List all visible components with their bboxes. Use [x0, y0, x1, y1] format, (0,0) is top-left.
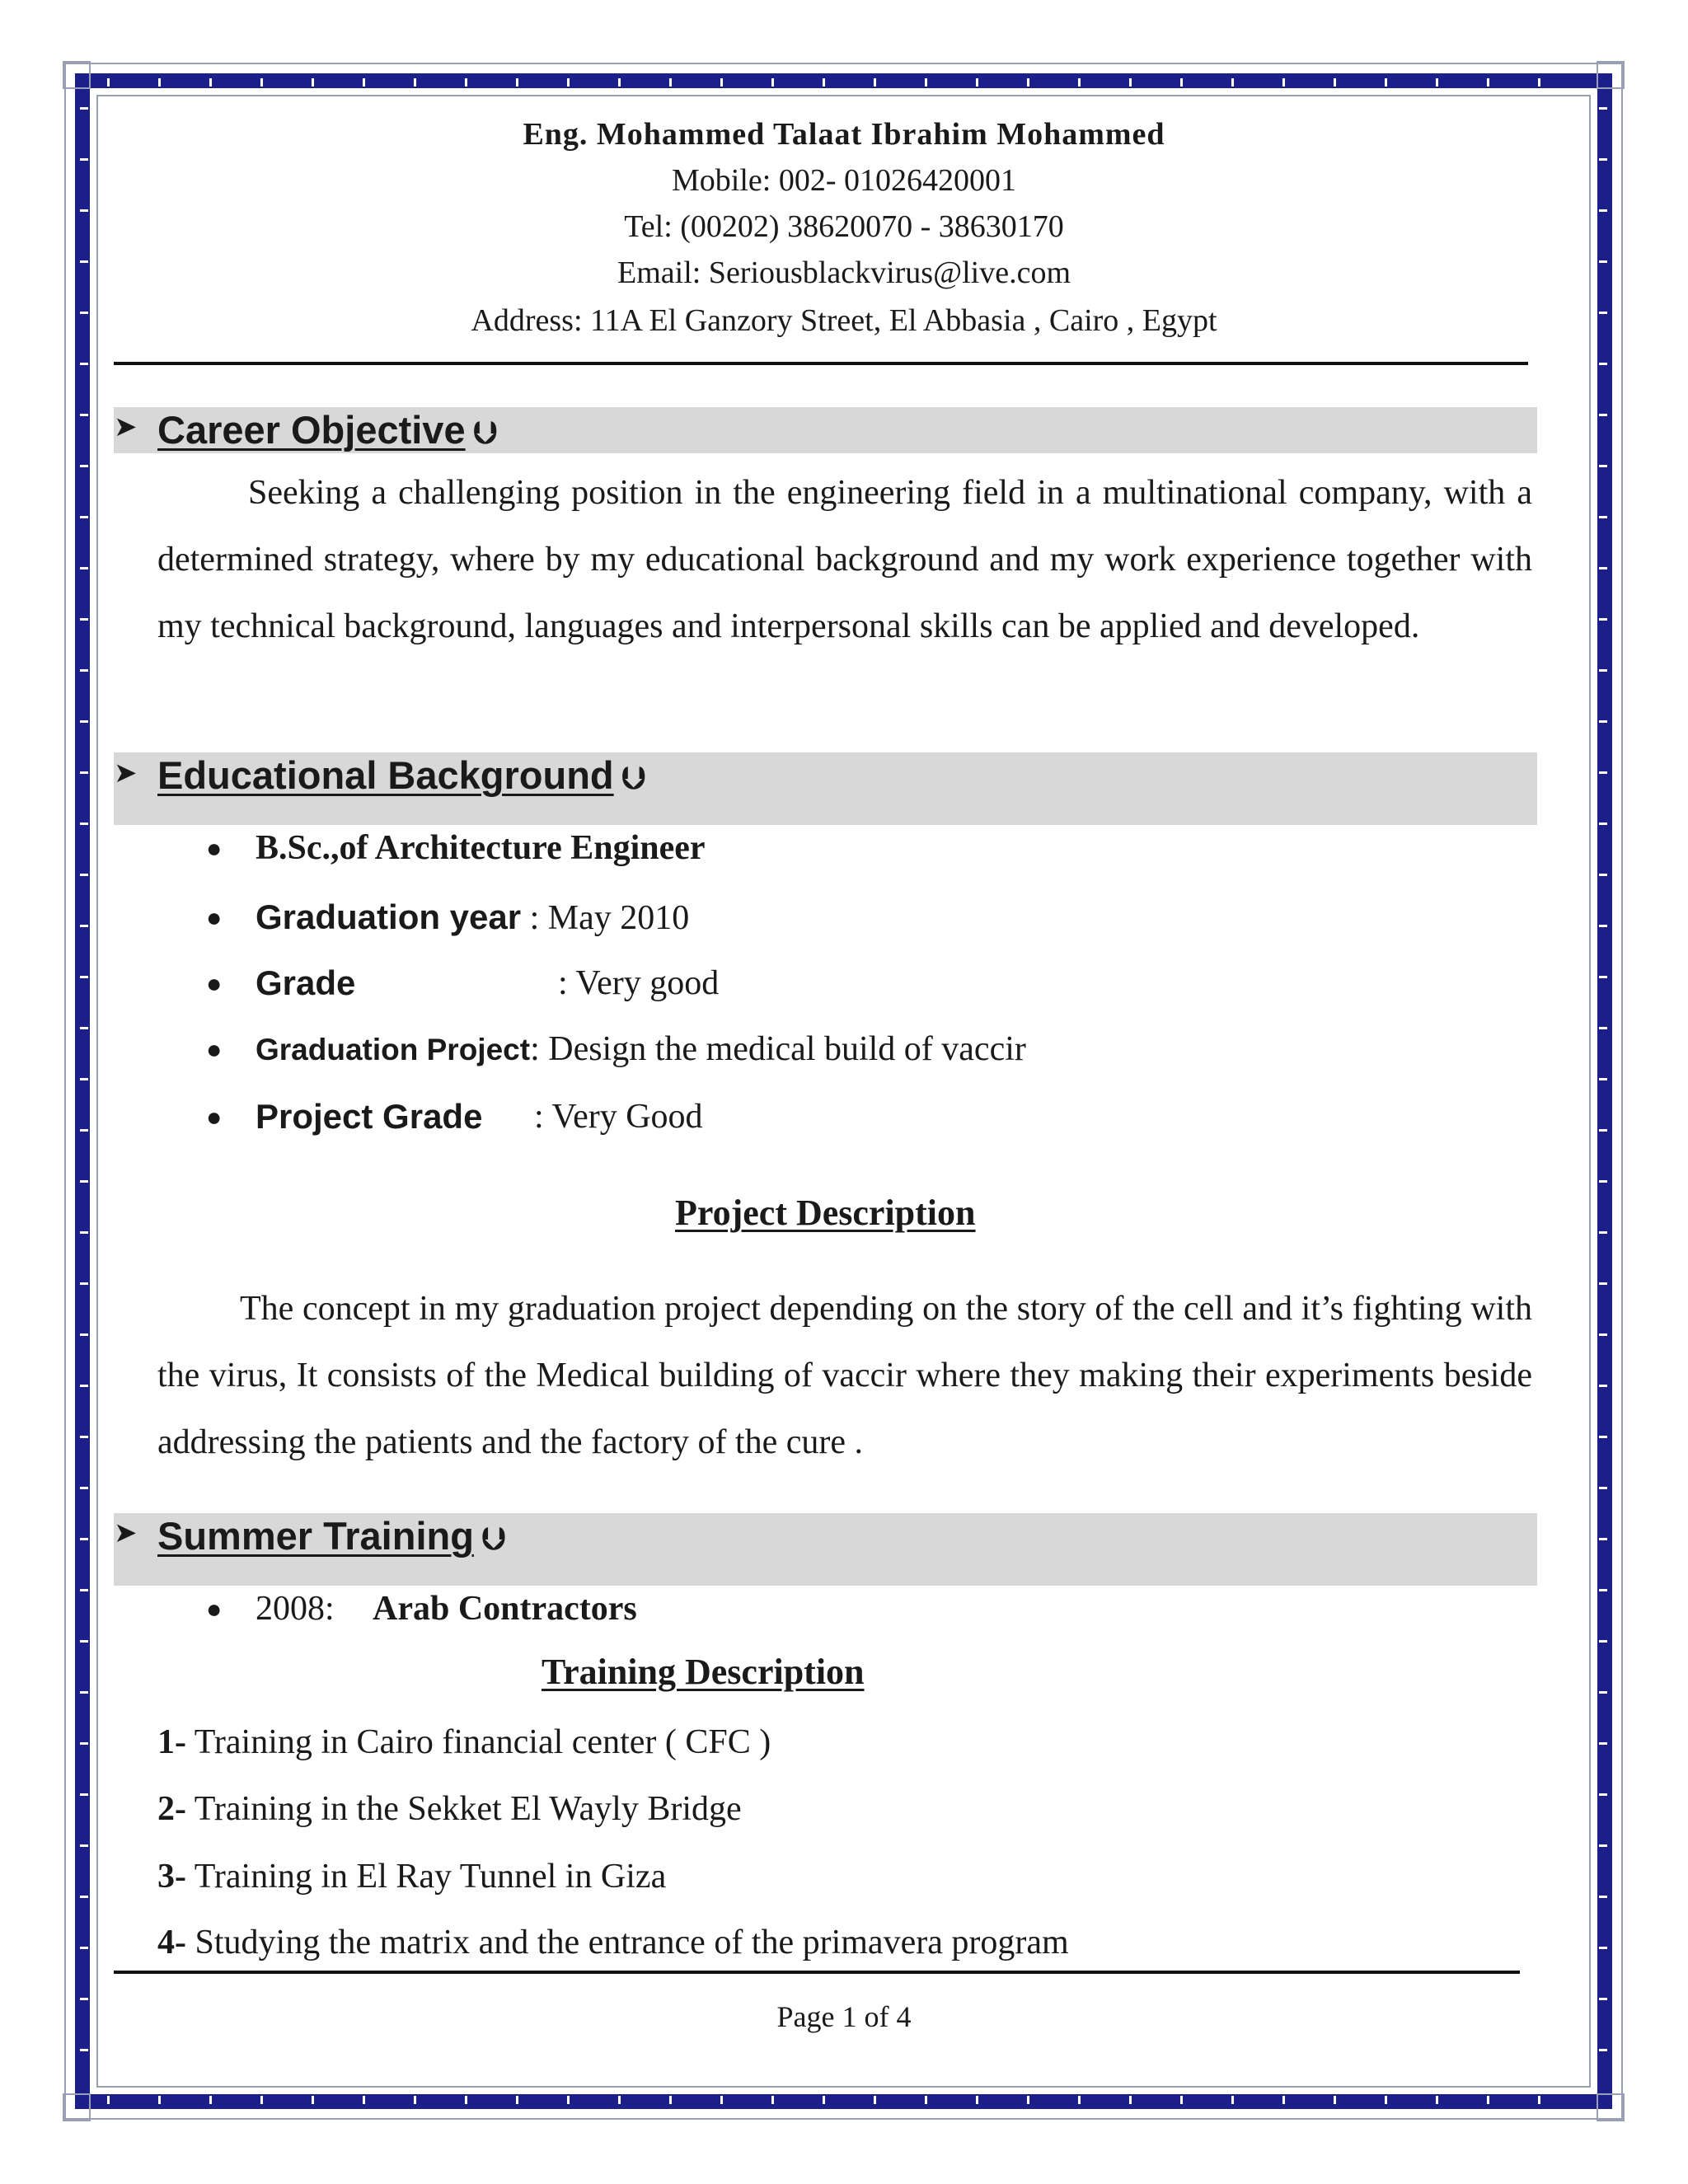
graduation-project: Graduation Project: Design the medical build of vaccir — [256, 1030, 1026, 1068]
arrow-right-icon: ➤ — [114, 410, 138, 443]
border-tick — [1180, 2096, 1183, 2104]
border-tick — [874, 2096, 876, 2104]
border-tick — [1487, 78, 1489, 87]
border-tick — [823, 2096, 825, 2104]
border-tick — [1231, 78, 1234, 87]
border-tick — [1599, 1436, 1607, 1438]
border-tick — [976, 2096, 978, 2104]
border-tick — [1599, 925, 1607, 927]
border-tick — [1599, 1180, 1607, 1183]
candidate-name: Eng. Mohammed Talaat Ibrahim Mohammed — [523, 117, 1165, 152]
training-item: 2- Training in the Sekket El Wayly Bridge — [157, 1790, 742, 1828]
border-tick — [465, 2096, 467, 2104]
border-tick — [925, 2096, 927, 2104]
border-tick — [80, 1793, 88, 1796]
postal-address: Address: 11A El Ganzory Street, El Abbasia , Cairo , Egypt — [471, 303, 1217, 338]
border-tick — [1599, 1027, 1607, 1029]
border-tick — [1027, 2096, 1029, 2104]
border-tick — [80, 363, 88, 365]
border-tick — [80, 1180, 88, 1183]
border-tick — [80, 720, 88, 723]
border-tick — [1599, 976, 1607, 978]
border-tick — [80, 771, 88, 774]
border-tick — [1599, 1282, 1607, 1285]
border-tick — [80, 465, 88, 467]
border-tick — [1599, 771, 1607, 774]
footer-divider — [114, 1971, 1520, 1974]
section-title-summer-training: Summer Training ⮋ — [157, 1514, 506, 1558]
border-tick — [80, 1844, 88, 1847]
career-objective-text: Seeking a challenging position in the engineering field in a multinational company, with a determined strategy, where by my educational background and my work experience together with my technical background, languages and interpersonal skills can be applied and developed. — [157, 474, 1532, 645]
border-tick — [80, 1487, 88, 1489]
border-tick — [209, 2096, 212, 2104]
border-tick — [1231, 2096, 1234, 2104]
border-tick — [1599, 1793, 1607, 1796]
border-tick — [567, 2096, 570, 2104]
project-description-text: The concept in my graduation project depending on the story of the cell and it’s fighting with the virus, It consists of the Medical building of vaccir where they making their experiments beside addressing the patients and the factory of the cure . — [157, 1290, 1532, 1461]
border-tick — [669, 2096, 672, 2104]
page-number: Page 1 of 4 — [776, 2000, 912, 2033]
border-tick — [976, 78, 978, 87]
border-tick — [80, 1947, 88, 1949]
border-tick — [1599, 1487, 1607, 1489]
border-tick — [771, 78, 774, 87]
border-corner — [63, 61, 91, 89]
border-tick — [80, 1129, 88, 1132]
border-tick — [823, 78, 825, 87]
border-tick — [1599, 1589, 1607, 1591]
bullet-dot-icon: ● — [206, 1102, 223, 1132]
email-address: Email: Seriousblackvirus@live.com — [617, 255, 1071, 290]
border-tick — [260, 78, 263, 87]
border-tick — [312, 78, 314, 87]
border-tick — [107, 2096, 110, 2104]
border-tick — [1599, 567, 1607, 569]
training-item: 3- Training in El Ray Tunnel in Giza — [157, 1858, 667, 1896]
hook-icon: ⮋ — [481, 1521, 506, 1557]
border-tick — [925, 78, 927, 87]
border-tick — [80, 1538, 88, 1540]
border-tick — [1599, 1231, 1607, 1234]
border-tick — [1599, 720, 1607, 723]
border-tick — [1599, 1896, 1607, 1898]
border-tick — [80, 1078, 88, 1080]
border-tick — [80, 874, 88, 876]
border-tick — [80, 414, 88, 416]
border-tick — [80, 976, 88, 978]
border-tick — [1599, 669, 1607, 672]
bullet-dot-icon: ● — [206, 833, 223, 863]
border-tick — [1436, 78, 1438, 87]
grade-value: : Very good — [558, 964, 720, 1002]
border-tick — [107, 78, 110, 87]
border-tick — [1599, 1333, 1607, 1336]
border-tick — [80, 1691, 88, 1694]
border-tick — [80, 1436, 88, 1438]
border-tick — [1599, 363, 1607, 365]
border-tick — [80, 1589, 88, 1591]
border-tick — [1599, 516, 1607, 518]
border-tick — [1599, 1385, 1607, 1387]
border-tick — [1385, 2096, 1387, 2104]
border-tick — [1436, 2096, 1438, 2104]
border-tick — [1599, 1078, 1607, 1080]
border-tick — [80, 516, 88, 518]
border-tick — [80, 1742, 88, 1745]
border-tick — [414, 78, 416, 87]
border-tick — [1078, 78, 1081, 87]
project-grade-label: Project Grade — [256, 1097, 483, 1136]
training-item: 1- Training in Cairo financial center ( CFC ) — [157, 1723, 771, 1761]
border-tick — [80, 2049, 88, 2051]
border-tick — [80, 1640, 88, 1643]
border-tick — [363, 2096, 365, 2104]
project-grade-value: : Very Good — [534, 1098, 703, 1136]
border-tick — [771, 2096, 774, 2104]
border-tick — [1599, 1691, 1607, 1694]
header-divider — [114, 362, 1528, 365]
bullet-dot-icon: ● — [206, 1034, 223, 1064]
border-tick — [516, 2096, 518, 2104]
section-title-education: Educational Background ⮋ — [157, 753, 646, 797]
border-tick — [874, 78, 876, 87]
border-tick — [1180, 78, 1183, 87]
border-corner — [1597, 2093, 1625, 2121]
training-year: 2008: — [256, 1590, 335, 1628]
border-tick — [1599, 465, 1607, 467]
border-tick — [414, 2096, 416, 2104]
grade-label: Grade — [256, 963, 356, 1002]
border-tick — [80, 567, 88, 569]
section-title-career-objective: Career Objective ⮋ — [157, 408, 498, 452]
border-tick — [465, 78, 467, 87]
border-tick — [1599, 1742, 1607, 1745]
graduation-year: Graduation year : May 2010 — [256, 898, 690, 937]
border-tick — [80, 1385, 88, 1387]
border-corner — [1597, 61, 1625, 89]
border-tick — [80, 823, 88, 825]
hook-icon: ⮋ — [621, 760, 646, 796]
border-tick — [720, 2096, 723, 2104]
border-tick — [1282, 78, 1285, 87]
bullet-dot-icon: ● — [206, 968, 223, 998]
border-tick — [1334, 78, 1336, 87]
arrow-right-icon: ➤ — [114, 1516, 138, 1549]
border-tick — [1385, 78, 1387, 87]
border-tick — [1027, 78, 1029, 87]
border-tick — [1078, 2096, 1081, 2104]
bullet-dot-icon: ● — [206, 902, 223, 932]
bullet-dot-icon: ● — [206, 1594, 223, 1624]
degree: B.Sc.,of Architecture Engineer — [256, 829, 706, 867]
border-tick — [209, 78, 212, 87]
border-tick — [80, 1333, 88, 1336]
border-tick — [80, 925, 88, 927]
border-tick — [1538, 78, 1540, 87]
border-tick — [158, 2096, 161, 2104]
border-tick — [80, 107, 88, 110]
border-tick — [1599, 2049, 1607, 2051]
border-tick — [260, 2096, 263, 2104]
border-tick — [80, 1282, 88, 1285]
border-tick — [1129, 78, 1132, 87]
hook-icon: ⮋ — [473, 415, 498, 451]
border-tick — [1599, 107, 1607, 110]
border-tick — [516, 78, 518, 87]
border-tick — [1599, 1129, 1607, 1132]
border-tick — [720, 78, 723, 87]
border-tick — [80, 669, 88, 672]
border-tick — [1599, 1844, 1607, 1847]
training-description-title: Training Description — [542, 1652, 865, 1692]
border-tick — [80, 618, 88, 621]
border-tick — [1538, 2096, 1540, 2104]
border-tick — [1599, 618, 1607, 621]
border-tick — [1599, 1640, 1607, 1643]
border-tick — [1129, 2096, 1132, 2104]
border-tick — [1599, 414, 1607, 416]
border-tick — [618, 2096, 621, 2104]
border-tick — [1599, 1538, 1607, 1540]
border-tick — [618, 78, 621, 87]
border-tick — [1599, 874, 1607, 876]
border-tick — [1599, 823, 1607, 825]
project-description-title: Project Description — [675, 1193, 976, 1233]
border-tick — [312, 2096, 314, 2104]
border-corner — [63, 2093, 91, 2121]
border-tick — [80, 1027, 88, 1029]
border-tick — [158, 78, 161, 87]
border-tick — [1599, 1947, 1607, 1949]
border-tick — [80, 1231, 88, 1234]
training-item: 4- Studying the matrix and the entrance of the primavera program — [157, 1924, 1069, 1961]
border-tick — [80, 1896, 88, 1898]
mobile-number: Mobile: 002- 01026420001 — [672, 163, 1016, 198]
arrow-right-icon: ➤ — [114, 757, 138, 790]
training-company: Arab Contractors — [373, 1590, 637, 1628]
border-tick — [1487, 2096, 1489, 2104]
border-tick — [669, 78, 672, 87]
border-tick — [567, 78, 570, 87]
border-tick — [363, 78, 365, 87]
border-tick — [1334, 2096, 1336, 2104]
border-tick — [1282, 2096, 1285, 2104]
telephone-number: Tel: (00202) 38620070 - 38630170 — [624, 209, 1064, 244]
